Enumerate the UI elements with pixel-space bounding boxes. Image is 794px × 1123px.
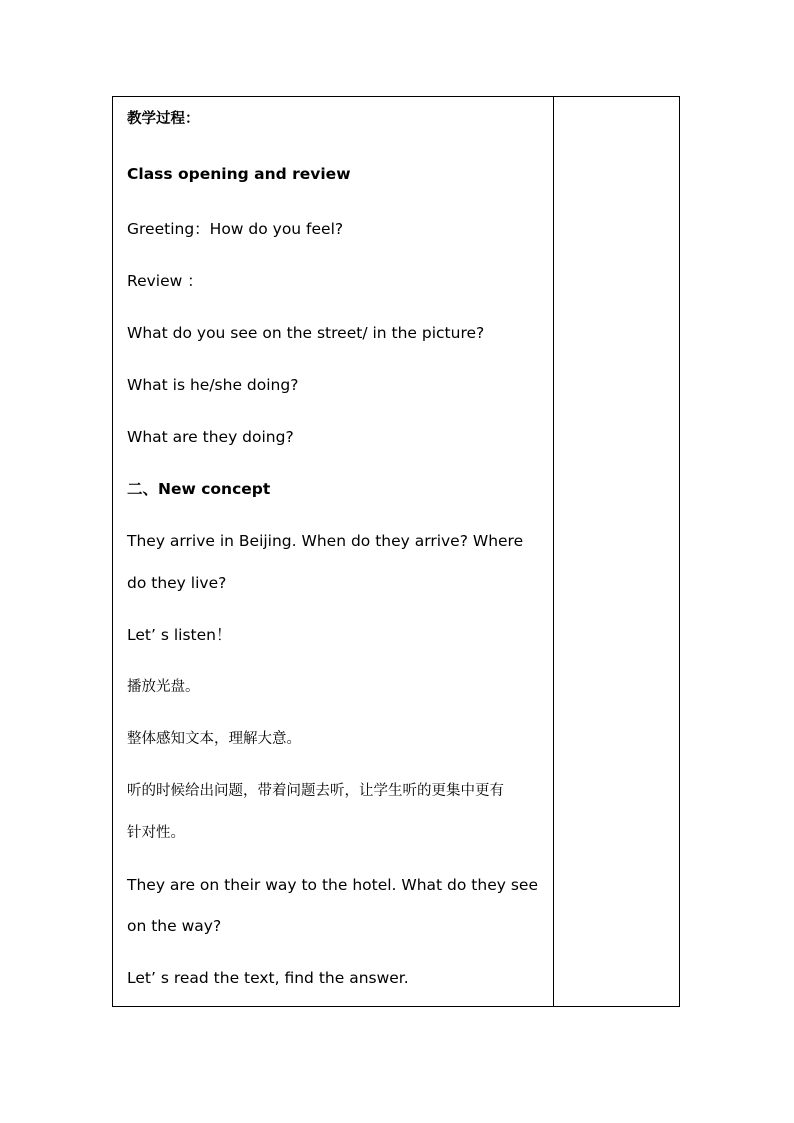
- notes-cell: [554, 97, 679, 1006]
- lets-read-line: Let’ s read the text, find the answer.: [127, 969, 409, 987]
- section-title-class-opening: Class opening and review: [127, 165, 351, 183]
- listening-tip-line-2: 针对性。: [127, 825, 185, 841]
- play-disc-note: 播放光盘。: [127, 679, 200, 695]
- review-question-2: What is he/she doing?: [127, 376, 299, 394]
- review-question-3: What are they doing?: [127, 428, 294, 446]
- paragraph-2-line-1: They are on their way to the hotel. What do they see: [127, 876, 538, 894]
- paragraph-1-line-2: do they live?: [127, 574, 227, 592]
- lets-listen-line: Let’ s listen！: [127, 626, 232, 644]
- greeting-line: Greeting：How do you feel?: [127, 220, 344, 238]
- section-title-new-concept: 二、New concept: [127, 480, 271, 498]
- lesson-table: [112, 96, 680, 1007]
- perceive-text-note: 整体感知文本，理解大意。: [127, 731, 301, 747]
- review-question-1: What do you see on the street/ in the picture?: [127, 324, 485, 342]
- review-label: Review ：: [127, 272, 203, 290]
- paragraph-2-line-2: on the way?: [127, 917, 222, 935]
- paragraph-1-line-1: They arrive in Beijing. When do they arrive? Where: [127, 532, 524, 550]
- lesson-content-cell: [113, 97, 553, 1006]
- listening-tip-line-1: 听的时候给出问题，带着问题去听，让学生听的更集中更有: [127, 783, 504, 799]
- lesson-heading: 教学过程：: [127, 111, 200, 127]
